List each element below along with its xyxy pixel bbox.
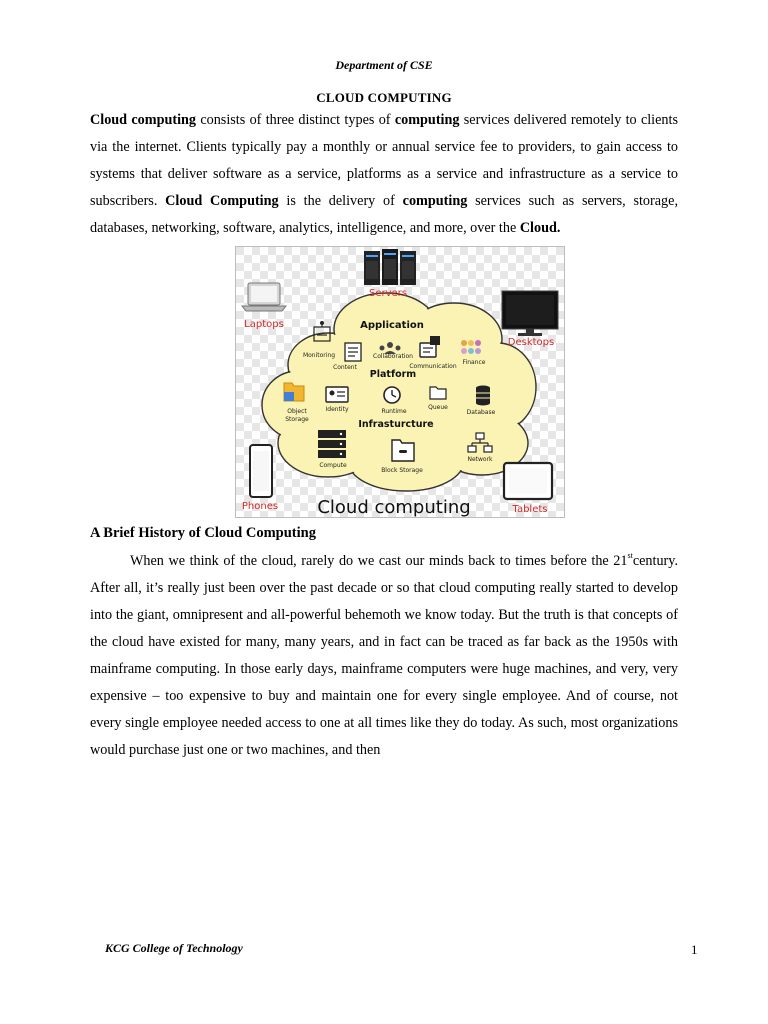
- laptops-label: Laptops: [244, 319, 284, 330]
- page-header: Department of CSE: [335, 58, 433, 72]
- block-storage-icon: [392, 440, 414, 461]
- tablets-label: Tablets: [512, 504, 548, 515]
- intro-bold-term: Cloud.: [519, 220, 561, 236]
- desktop-icon: [502, 291, 558, 336]
- queue-icon: [430, 387, 446, 399]
- intro-bold-term: computing: [394, 112, 460, 128]
- intro-text: is the delivery of: [278, 193, 403, 209]
- queue-label: Queue: [428, 404, 448, 411]
- document-title: CLOUD COMPUTING: [316, 90, 452, 105]
- application-layer-label: Application: [360, 320, 424, 331]
- content-icon: [345, 343, 361, 361]
- laptop-icon: [242, 283, 286, 311]
- diagram-caption: Cloud computing: [317, 497, 471, 517]
- intro-text: consists of three distinct types of: [196, 112, 395, 128]
- platform-layer-label: Platform: [369, 369, 417, 380]
- section-heading: A Brief History of Cloud Computing: [90, 525, 316, 541]
- runtime-clock-icon: [384, 387, 400, 403]
- intro-text: services such as servers, storage, databases, networking, software, analytics, intelligence, and more, over the: [90, 193, 678, 236]
- phone-icon: [250, 445, 272, 497]
- ordinal-superscript: st: [627, 551, 633, 561]
- identity-label: Identity: [325, 406, 349, 413]
- compute-label: Compute: [319, 462, 347, 469]
- database-label: Database: [466, 409, 496, 416]
- infrastructure-layer-label: Infrasturcture: [358, 419, 434, 430]
- servers-label: Servers: [368, 288, 408, 299]
- phones-label: Phones: [241, 501, 279, 512]
- intro-paragraph: [90, 107, 678, 242]
- finance-label: Finance: [462, 359, 486, 366]
- network-label: Network: [467, 456, 493, 463]
- compute-icon: [318, 430, 346, 458]
- intro-bold-term: Cloud Computing: [165, 193, 279, 209]
- intro-bold-term: computing: [402, 193, 468, 209]
- history-text: When we think of the cloud, rarely do we cast our minds back to times before the 21: [130, 553, 628, 569]
- identity-icon: [326, 387, 348, 402]
- database-icon: [476, 386, 490, 406]
- cloud-computing-diagram: [235, 246, 565, 518]
- folder-icon: [284, 383, 304, 401]
- communication-label: Communication: [409, 363, 457, 370]
- block-storage-label: Block Storage: [381, 467, 423, 474]
- history-text: century. After all, it’s really just been over the past decade or so that cloud computing really started to develop into the giant, omnipresent and all-powerful behemoth we know today. But the truth is that concepts of the cloud have existed for many, many years, and in fact can be traced as far back as the 1950s with mainframe computing. In those early days, mainframe computers were huge machines, and very, very expensive – too expensive to buy and maintain one for every single employee. And of course, not every single employee needed access to one at all times like they do today. As such, most organizations would purchase just one or two machines, and then: [90, 553, 678, 758]
- content-label: Content: [333, 364, 357, 371]
- object-storage-label-line1: Object: [287, 408, 307, 415]
- collaboration-label: Collaboration: [373, 353, 413, 360]
- desktops-label: Desktops: [507, 337, 555, 348]
- intro-bold-term: Cloud computing: [90, 112, 197, 128]
- object-storage-label-line2: Storage: [285, 416, 309, 423]
- runtime-label: Runtime: [381, 408, 407, 415]
- history-paragraph: [90, 548, 678, 764]
- footer-college-name: KCG College of Technology: [105, 941, 243, 955]
- monitoring-label: Monitoring: [302, 352, 336, 359]
- page-number: 1: [691, 942, 698, 957]
- intro-text: services delivered remotely to clients via the internet. Clients typically pay a monthly or annual service fee to providers, to gain access to systems that deliver software as a service, platforms as a service and infrastructure as a service to subscribers.: [90, 112, 678, 209]
- server-icon: [364, 249, 416, 285]
- tablet-icon: [504, 463, 552, 499]
